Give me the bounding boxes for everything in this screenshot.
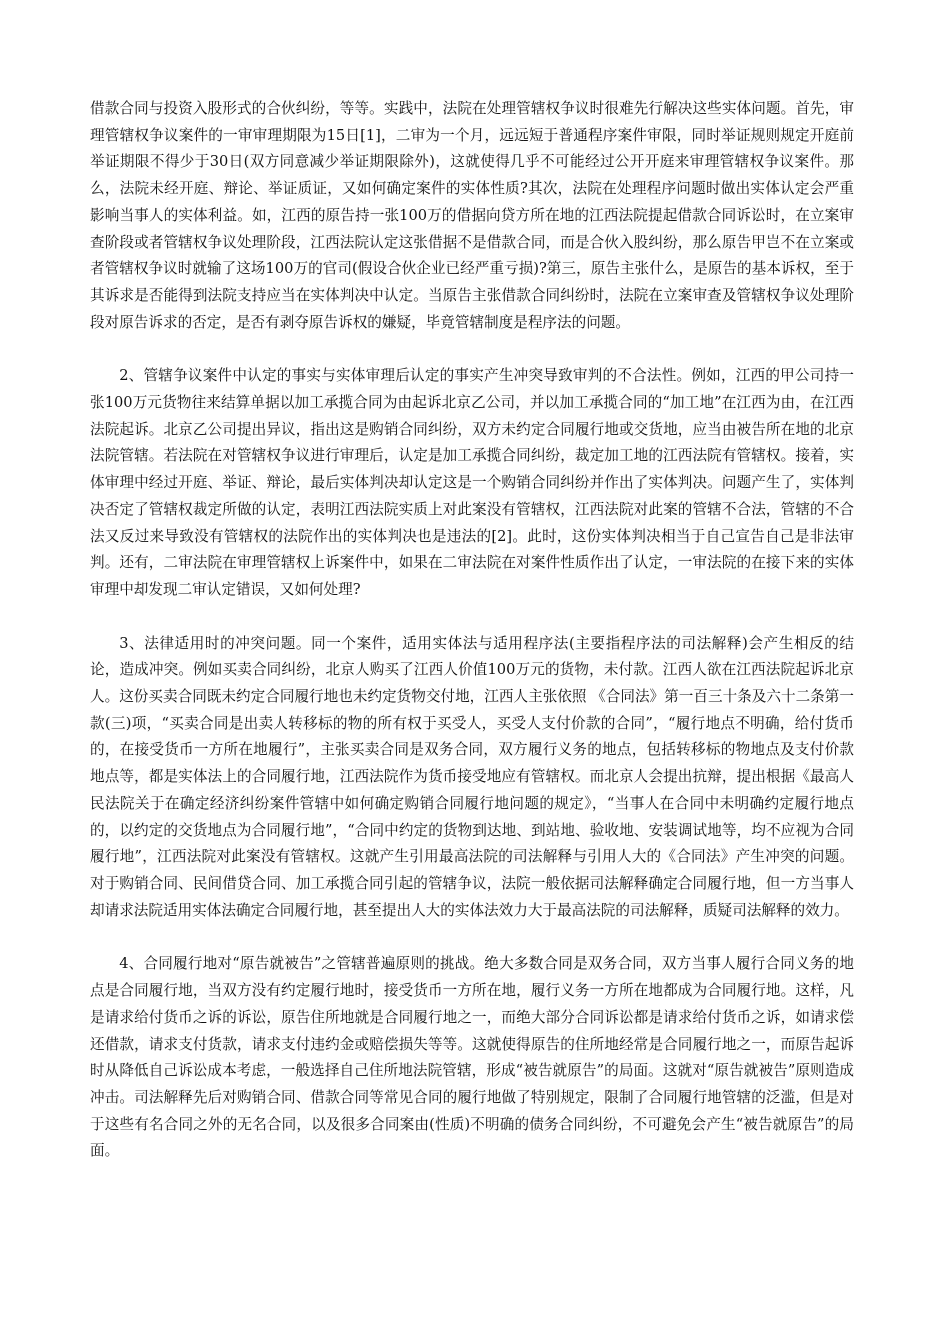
document-body (90, 96, 854, 1165)
paragraph-item-4: 4、合同履行地对“原告就被告”之管辖普遍原则的挑战。绝大多数合同是双务合同，双方当事人履行合同义务的地点是合同履行地，当双方没有约定履行地时，接受货币一方所在地，履行义务一方所在地都成为合同履行地。这样，凡是请求给付货币之诉的诉讼，原告住所地就是合同履行地之一，而绝大部分合同诉讼都是请求给付货币之诉，如请求偿还借款，请求支付货款，请求支付违约金或赔偿损失等等。这就使得原告的住所地经常是合同履行地之一，而原告起诉时从降低自己诉讼成本考虑，一般选择自己住所地法院管辖，形成“被告就原告”的局面。这就对“原告就被告”原则造成冲击。司法解释先后对购销合同、借款合同等常见合同的履行地做了特别规定，限制了合同履行地管辖的泛滥，但是对于这些有名合同之外的无名合同，以及很多合同案由(性质)不明确的债务合同纠纷，不可避免会产生“被告就原告”的局面。 (90, 955, 854, 1160)
paragraph-item-3: 3、法律适用时的冲突问题。同一个案件，适用实体法与适用程序法(主要指程序法的司法解释)会产生相反的结论，造成冲突。例如买卖合同纠纷，北京人购买了江西人价值100万元的货物，未付款。江西人欲在江西法院起诉北京人。这份买卖合同既未约定合同履行地也未约定货物交付地，江西人主张依照 《合同法》第一百三十条及六十二条第一款(三)项，“买卖合同是出卖人转移标的物的所有权于买受人，买受人支付价款的合同”，“履行地点不明确，给付货币的，在接受货币一方所在地履行”，主张买卖合同是双务合同，双方履行义务的地点，包括转移标的物地点及支付价款地点等，都是实体法上的合同履行地，江西法院作为货币接受地应有管辖权。而北京人会提出抗辩，提出根据《最高人民法院关于在确定经济纠纷案件管辖中如何确定购销合同履行地问题的规定》，“当事人在合同中未明确约定履行地点的，以约定的交货地点为合同履行地”，“合同中约定的货物到达地、到站地、验收地、安装调试地等，均不应视为合同履行地”，江西法院对此案没有管辖权。这就产生引用最高法院的司法解释与引用人大的《合同法》产生冲突的问题。对于购销合同、民间借贷合同、加工承揽合同引起的管辖争议，法院一般依据司法解释确定合同履行地，但一方当事人却请求法院适用实体法确定合同履行地，甚至提出人大的实体法效力大于最高法院的司法解释，质疑司法解释的效力。 (90, 634, 854, 919)
paragraph-item-2: 2、管辖争议案件中认定的事实与实体审理后认定的事实产生冲突导致审判的不合法性。例如，江西的甲公司持一张100万元货物往来结算单据以加工承揽合同为由起诉北京乙公司，并以加工承揽合同的“加工地”在江西为由，在江西法院起诉。北京乙公司提出异议，指出这是购销合同纠纷，双方未约定合同履行地或交货地，应当由被告所在地的北京法院管辖。若法院在对管辖权争议进行审理后，认定是加工承揽合同纠纷，裁定加工地的江西法院有管辖权。接着，实体审理中经过开庭、举证、辩论，最后实体判决却认定这是一个购销合同纠纷并作出了实体判决。问题产生了，实体判决否定了管辖权裁定所做的认定，表明江西法院实质上对此案没有管辖权，江西法院对此案的管辖不合法，管辖的不合法又反过来导致没有管辖权的法院作出的实体判决也是违法的[2]。此时，这份实体判决相当于自己宣告自己是非法审判。还有，二审法院在审理管辖权上诉案件中，如果在二审法院在对案件性质作出了认定，一审法院的在接下来的实体审理中却发现二审认定错误，又如何处理? (90, 367, 854, 598)
paragraph-continuation: 借款合同与投资入股形式的合伙纠纷，等等。实践中，法院在处理管辖权争议时很难先行解决这些实体问题。首先，审理管辖权争议案件的一审审理期限为15日[1]，二审为一个月，远远短于普通程序案件审限，同时举证规则规定开庭前举证期限不得少于30日(双方同意减少举证期限除外)，这就使得几乎不可能经过公开开庭来审理管辖权争议案件。那么，法院未经开庭、辩论、举证质证，又如何确定案件的实体性质?其次，法院在处理程序问题时做出实体认定会严重影响当事人的实体利益。如，江西的原告持一张100万的借据向贷方所在地的江西法院提起借款合同诉讼时，在立案审查阶段或者管辖权争议处理阶段，江西法院认定这张借据不是借款合同，而是合伙入股纠纷，那么原告甲岂不在立案或者管辖权争议时就输了这场100万的官司(假设合伙企业已经严重亏损)?第三，原告主张什么，是原告的基本诉权，至于其诉求是否能得到法院支持应当在实体判决中认定。当原告主张借款合同纠纷时，法院在立案审查及管辖权争议处理阶段对原告诉求的否定，是否有剥夺原告诉权的嫌疑，毕竟管辖制度是程序法的问题。 (90, 100, 854, 331)
